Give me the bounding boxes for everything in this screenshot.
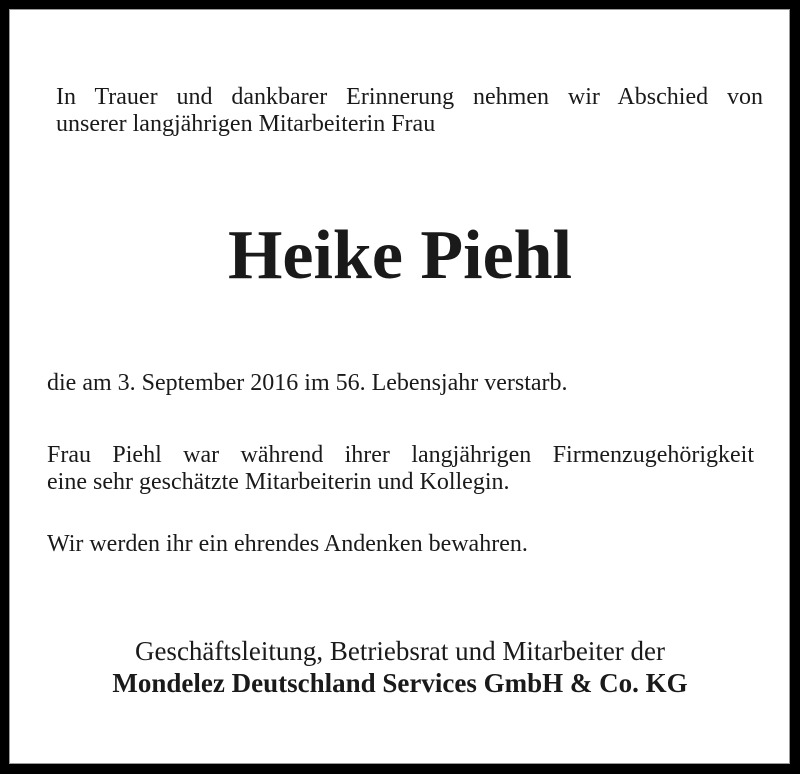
intro-line-1: In Trauer und dankbarer Erinnerung nehmen wir Abschied von: [56, 84, 763, 110]
deceased-name: Heike Piehl: [227, 217, 573, 294]
date-of-death-line: die am 3. September 2016 im 56. Lebensjahr verstarb.: [47, 370, 568, 396]
signature-block: [0, 635, 800, 699]
memory-line: Wir werden ihr ein ehrendes Andenken bewahren.: [47, 531, 528, 557]
signature-groups: Geschäftsleitung, Betriebsrat und Mitarbeiter der: [134, 636, 666, 666]
tenure-line-2: eine sehr geschätzte Mitarbeiterin und Kollegin.: [47, 469, 510, 495]
tenure-line-1: Frau Piehl war während ihrer langjährigen Firmenzugehörigkeit: [47, 442, 754, 468]
tenure-paragraph: [47, 442, 754, 496]
signature-company: Mondelez Deutschland Services GmbH & Co. KG: [112, 668, 688, 698]
intro-line-2: unserer langjährigen Mitarbeiterin Frau: [56, 111, 436, 137]
intro-paragraph: [56, 84, 763, 138]
